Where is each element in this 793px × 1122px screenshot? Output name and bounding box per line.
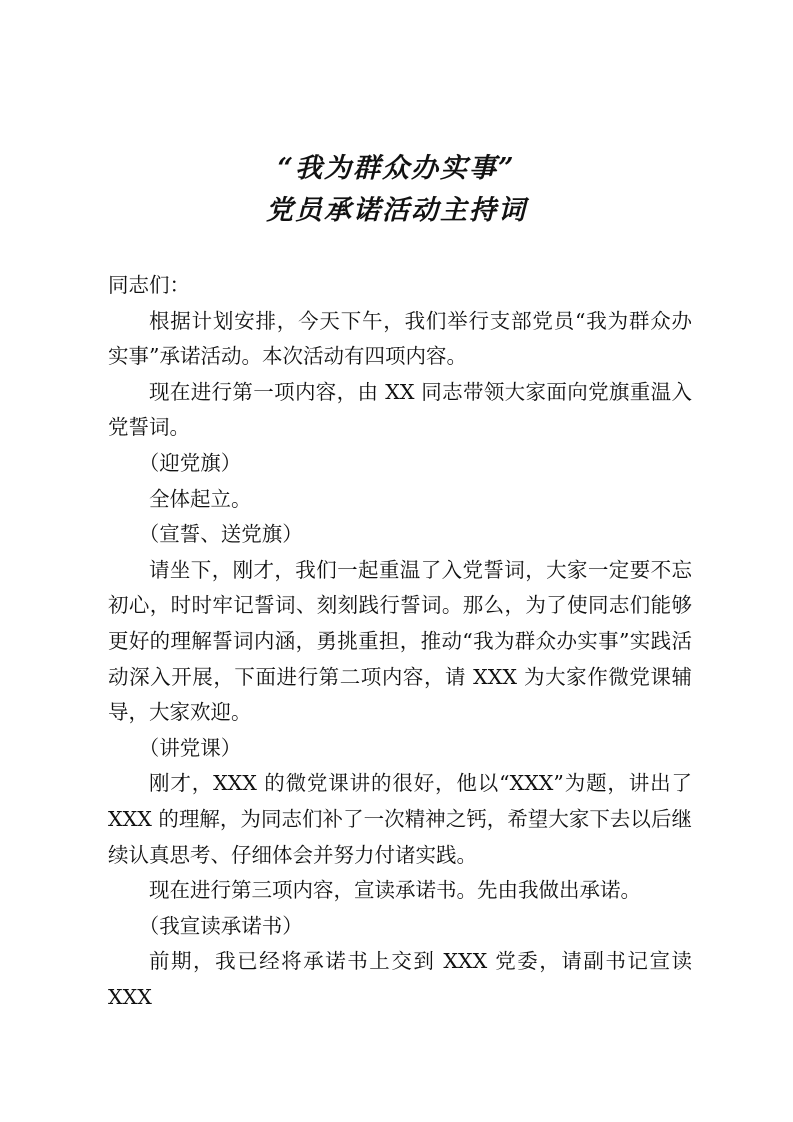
stage-direction: （迎党旗） <box>138 450 242 475</box>
paragraph: 全体起立。 <box>149 486 252 511</box>
paragraph: 请坐下，刚才，我们一起重温了入党誓词，大家一定要不忘初心，时时牢记誓词、刻刻践行誓词。那么，为了使同志们能够更好的理解誓词内涵，勇挑重担，推动“我为群众办实事”实践活动深入开展，下面进行第二项内容，请 XXX 为大家作微党课辅导，大家欢迎。 <box>108 557 692 725</box>
paragraph: 刚才，XXX 的微党课讲的很好，他以“XXX”为题，讲出了 XXX 的理解，为同志们补了一次精神之钙，希望大家下去以后继续认真思考、仔细体会并努力付诸实践。 <box>108 771 692 867</box>
stage-direction: （宣誓、送党旗） <box>138 522 303 547</box>
paragraph: 根据计划安排，今天下午，我们举行支部党员“我为群众办实事”承诺活动。本次活动有四项内容。 <box>108 308 692 369</box>
document-body <box>108 268 692 1015</box>
paragraph-salutation: 同志们： <box>108 273 190 297</box>
paragraph: 前期，我已经将承诺书上交到 XXX 党委，请副书记宣读 XXX <box>108 949 692 1009</box>
stage-direction: （我宣读承诺书） <box>138 913 303 938</box>
document-title-line2: 党员承诺活动主持词 <box>266 195 527 226</box>
stage-direction: （讲党课） <box>138 735 242 760</box>
paragraph: 现在进行第三项内容，宣读承诺书。先由我做出承诺。 <box>149 878 641 903</box>
document-title-line1: “我为群众办实事” <box>277 153 516 184</box>
paragraph: 现在进行第一项内容，由 XX 同志带领大家面向党旗重温入党誓词。 <box>108 379 692 440</box>
